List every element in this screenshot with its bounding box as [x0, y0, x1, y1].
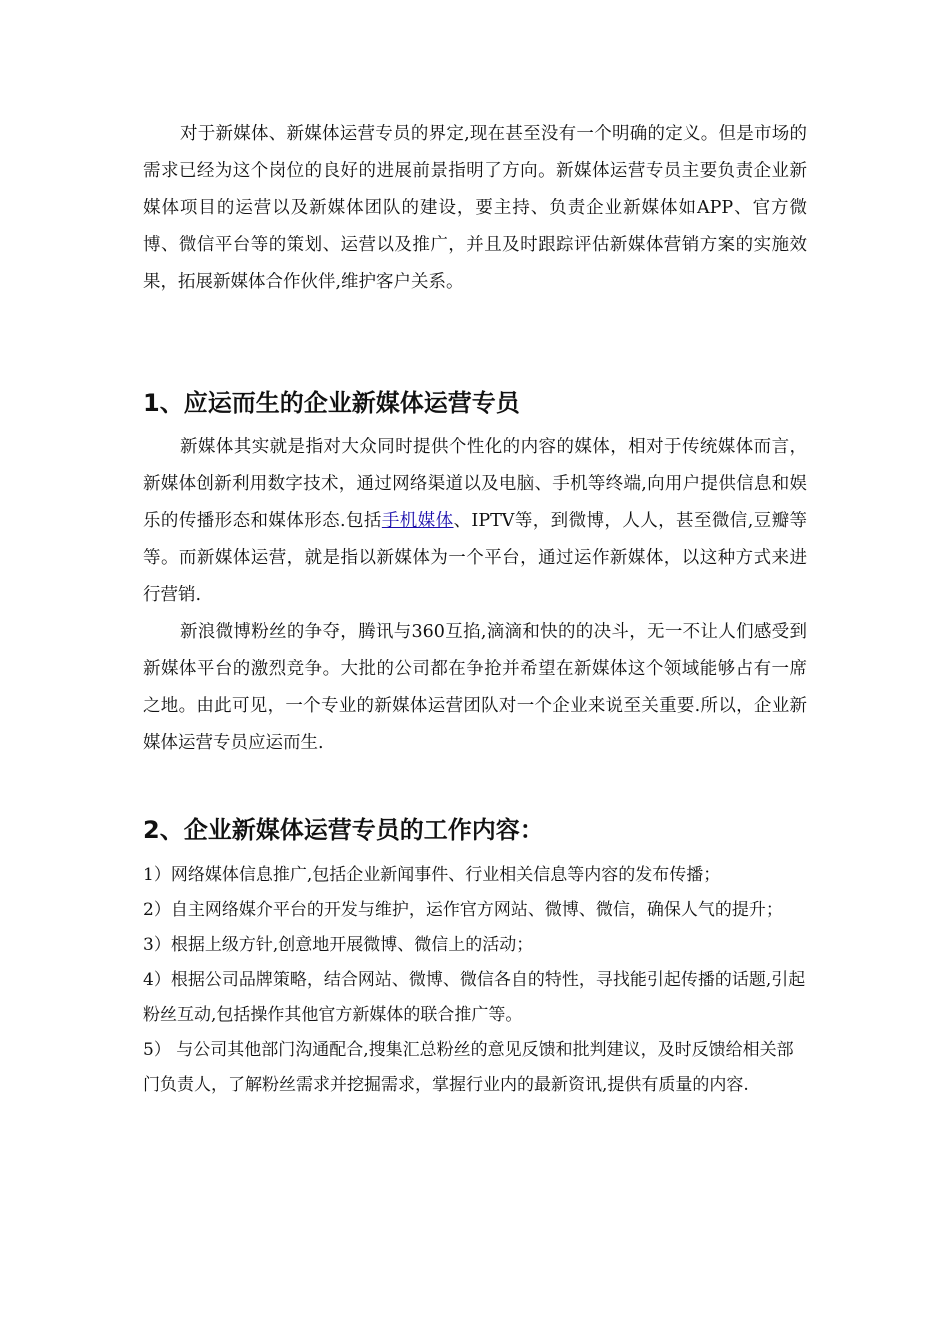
- duty-list-item: 1）网络媒体信息推广,包括企业新闻事件、行业相关信息等内容的发布传播；: [143, 865, 721, 885]
- paragraph-text: 新媒体其实就是指对大众同时提供个性化的内容的媒体，相对于传统媒体而言，新媒体创新利用数字技术，通过网络渠道以及电脑、手机等终端,向用户提供信息和娱乐的传播形态和媒体形态.包括: [143, 437, 807, 531]
- section-2-heading: 2、企业新媒体运营专员的工作内容：: [143, 816, 544, 844]
- intro-paragraph: 对于新媒体、新媒体运营专员的界定,现在甚至没有一个明确的定义。但是市场的需求已经为这个岗位的良好的进展前景指明了方向。新媒体运营专员主要负责企业新媒体项目的运营以及新媒体团队的建设，要主持、负责企业新媒体如APP、官方微博、微信平台等的策划、运营以及推广，并且及时跟踪评估新媒体营销方案的实施效果，拓展新媒体合作伙伴,维护客户关系。: [143, 124, 807, 292]
- section-1-paragraph-2: 新浪微博粉丝的争夺，腾讯与360互掐,滴滴和快的的决斗，无一不让人们感受到新媒体平台的激烈竞争。大批的公司都在争抢并希望在新媒体这个领域能够占有一席之地。由此可见，一个专业的新媒体运营团队对一个企业来说至关重要.所以，企业新媒体运营专员应运而生.: [143, 622, 807, 753]
- section-1-paragraph-1: [143, 429, 807, 614]
- duty-list-item: 4）根据公司品牌策略，结合网站、微博、微信各自的特性，寻找能引起传播的话题,引起粉丝互动,包括操作其他官方新媒体的联合推广等。: [143, 970, 806, 1025]
- paragraph-text: 、IPTV等，到微博，人人，甚至微信,豆瓣等等。而新媒体运营，就是指以新媒体为一个平台，通过运作新媒体，以这种方式来进行营销.: [143, 511, 808, 605]
- duty-list-item: 2）自主网络媒介平台的开发与维护，运作官方网站、微博、微信，确保人气的提升；: [143, 900, 783, 920]
- document-page: [143, 116, 807, 1103]
- duty-list-item: 5） 与公司其他部门沟通配合,搜集汇总粉丝的意见反馈和批判建议，及时反馈给相关部门负责人，了解粉丝需求并挖掘需求，掌握行业内的最新资讯,提供有质量的内容.: [143, 1040, 794, 1095]
- mobile-media-link[interactable]: 手机媒体: [381, 511, 454, 531]
- section-1-heading: 1、应运而生的企业新媒体运营专员: [143, 389, 520, 417]
- duty-list-item: 3）根据上级方针,创意地开展微博、微信上的活动；: [143, 935, 534, 955]
